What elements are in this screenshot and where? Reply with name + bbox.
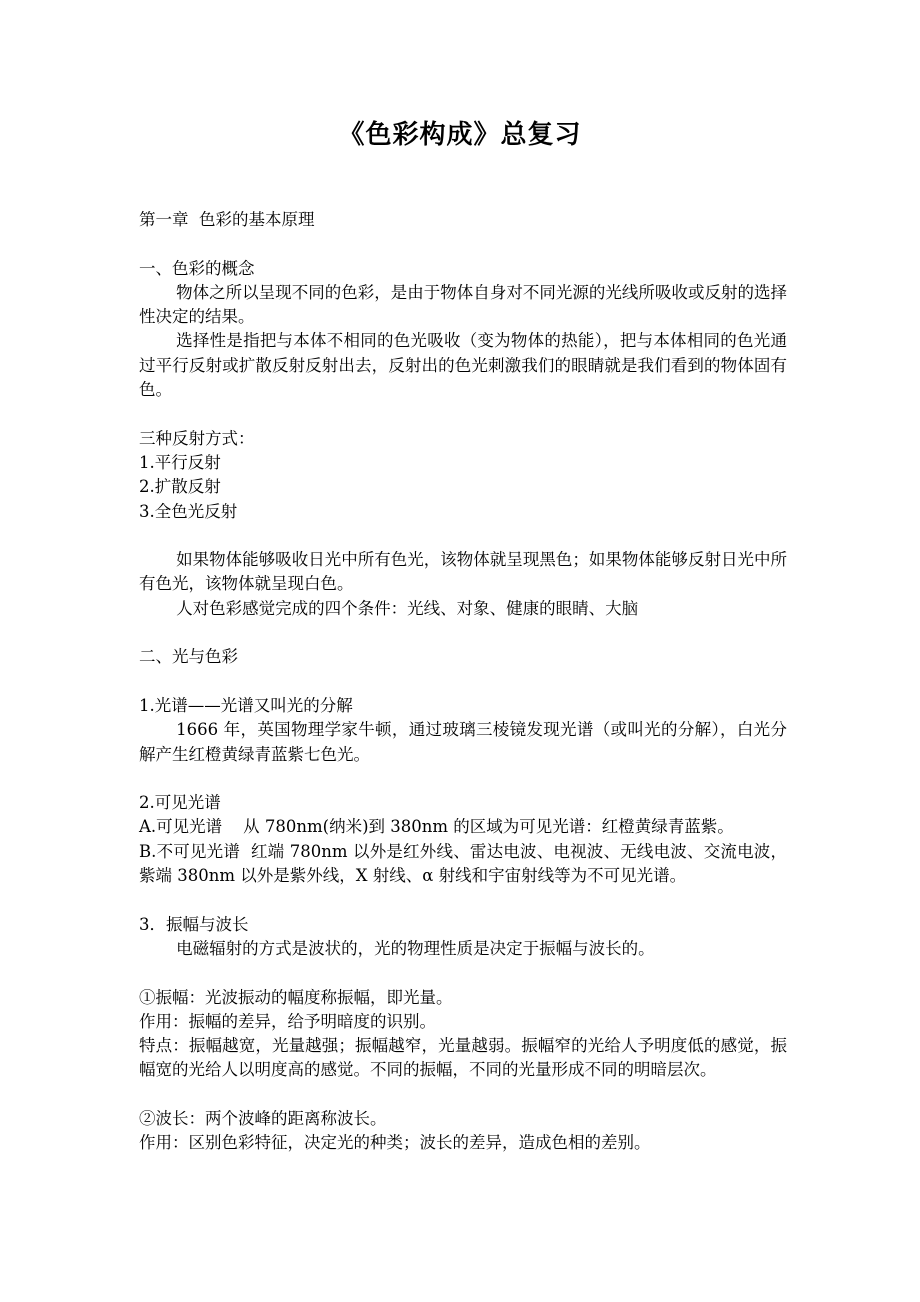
section-heading-color-concept: 一、色彩的概念 — [139, 258, 255, 278]
spacer — [139, 402, 787, 426]
spacer — [139, 767, 787, 791]
amplitude-definition: ①振幅：光波振动的幅度称振幅，即光量。 — [139, 987, 453, 1007]
spacer — [139, 232, 787, 256]
spacer — [139, 621, 787, 645]
reflection-heading: 三种反射方式： — [139, 428, 255, 448]
reflection-item: 1.平行反射 — [139, 452, 221, 472]
amplitude-wavelength-heading: 3．振幅与波长 — [139, 914, 249, 934]
section-heading-light-color: 二、光与色彩 — [139, 647, 238, 667]
spacer — [139, 888, 787, 912]
paragraph-selectivity: 选择性是指把与本体不相同的色光吸收（变为物体的热能），把与本体相同的色光通过平行反射或扩散反射反射出去，反射出的色光刺激我们的眼睛就是我们看到的物体固有色。 — [139, 331, 787, 400]
paragraph-four-conditions: 人对色彩感觉完成的四个条件：光线、对象、健康的眼睛、大脑 — [176, 598, 639, 618]
spacer — [139, 1083, 787, 1107]
wavelength-function: 作用：区别色彩特征，决定光的种类；波长的差异，造成色相的差别。 — [139, 1133, 651, 1153]
amplitude-function: 作用：振幅的差异，给予明暗度的识别。 — [139, 1011, 436, 1031]
spacer — [139, 524, 787, 548]
reflection-item: 3.全色光反射 — [139, 501, 238, 521]
visible-spectrum-b: B.不可见光谱 红端 780nm 以外是红外线、雷达电波、电视波、无线电波、交流电波，紫端 380nm 以外是紫外线，X 射线、α 射线和宇宙射线等为不可见光谱。 — [139, 841, 787, 886]
paragraph-spectrum: 1666 年，英国物理学家牛顿，通过玻璃三棱镜发现光谱（或叫光的分解），白光分解产生红橙黄绿青蓝紫七色光。 — [139, 720, 787, 764]
visible-spectrum-heading: 2.可见光谱 — [139, 793, 221, 813]
paragraph-wave: 电磁辐射的方式是波状的，光的物理性质是决定于振幅与波长的。 — [176, 938, 655, 958]
amplitude-features: 特点：振幅越宽，光量越强；振幅越窄，光量越弱。振幅窄的光给人予明度低的感觉，振幅宽的光给人以明度高的感觉。不同的振幅，不同的光量形成不同的明暗层次。 — [139, 1036, 787, 1080]
reflection-item: 2.扩散反射 — [139, 477, 221, 497]
paragraph-black-white: 如果物体能够吸收日光中所有色光，该物体就呈现黑色；如果物体能够反射日光中所有色光，该物体就呈现白色。 — [139, 550, 787, 594]
visible-spectrum-a: A.可见光谱 从 780nm(纳米)到 380nm 的区域为可见光谱：红橙黄绿青蓝紫。 — [139, 817, 734, 837]
page-title: 《色彩构成》总复习 — [338, 120, 582, 150]
document-body — [139, 208, 787, 1156]
chapter-heading: 第一章 色彩的基本原理 — [139, 210, 315, 229]
spacer — [139, 670, 787, 694]
paragraph-color-concept: 物体之所以呈现不同的色彩，是由于物体自身对不同光源的光线所吸收或反射的选择性决定的结果。 — [139, 282, 787, 327]
spectrum-heading: 1.光谱——光谱又叫光的分解 — [139, 695, 353, 715]
spacer — [139, 961, 787, 985]
wavelength-definition: ②波长：两个波峰的距离称波长。 — [139, 1108, 387, 1128]
